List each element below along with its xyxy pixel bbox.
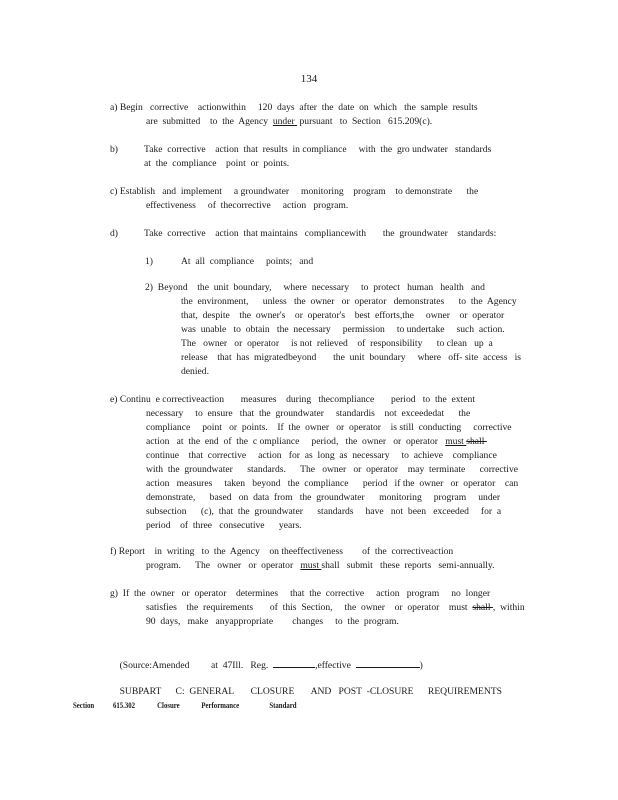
item-d-2-line-2: the environment, unless the owner or operator demonstrates to the Agency	[181, 296, 517, 307]
section-title-word-2: Performance	[201, 701, 240, 710]
item-d-2-line-7: denied.	[181, 366, 209, 377]
paragraph-b-label: b)	[110, 144, 118, 155]
paragraph-f-line-2-text: program. The owner or operator	[146, 560, 301, 571]
paragraph-a-text: are submitted to the Agency	[146, 116, 273, 127]
item-d-2-line-4: was unable to obtain the necessary permission to undertake such action.	[181, 324, 505, 335]
paragraph-a	[110, 101, 510, 129]
paragraph-e-line-4-text: action at the end of the c ompliance period, the owner or operator	[146, 436, 446, 447]
section-title-word-3: Standard	[269, 701, 297, 710]
paragraph-g-line-2	[110, 601, 525, 615]
paragraph-e-line-2: necessary to ensure that the groundwater standardis not exceededat the	[146, 408, 471, 419]
paragraph-a-text-end: pursuant to Section 615.209(c).	[297, 116, 433, 127]
paragraph-g-line-2-end: , within	[492, 602, 525, 613]
paragraph-a-line-1: a) Begin corrective actionwithin 120 days after the date on which the sample results	[110, 102, 478, 113]
page-number: 134	[300, 73, 318, 85]
paragraph-e-line-1: e) Continu e correctiveaction measures during thecompliance period to the extent	[110, 394, 475, 405]
paragraph-e-line-6: with the groundwater standards. The owner or operator may terminate corrective	[146, 464, 518, 475]
paragraph-f-line-1: f) Report in writing to the Agency on theeffectiveness of the correctiveaction	[110, 546, 454, 557]
inserted-text-under: under	[272, 116, 298, 127]
paragraph-g-line-2-text: satisfies the requirements of this Section, the owner or operator must	[146, 602, 473, 613]
paragraph-e-line-5: continue that corrective action for as long as necessary to achieve compliance	[146, 450, 497, 461]
section-heading	[73, 701, 297, 710]
reg-page-blank	[273, 657, 315, 668]
item-d-2-line-3: that, despite the owner's or operator's best efforts,the owner or operator	[181, 310, 505, 321]
paragraph-b	[110, 143, 491, 171]
paragraph-c-line-2: effectiveness of thecorrective action program.	[146, 200, 349, 211]
paragraph-g-line-1: g) If the owner or operator determines that the corrective action program no longer	[110, 588, 491, 599]
paragraph-e-line-7: action measures taken beyond the compliance period if the owner or operator can	[146, 478, 519, 489]
paragraph-f-line-2-end: shall submit these reports semi-annually.	[321, 560, 495, 571]
paragraph-c	[110, 185, 478, 213]
effective-date-blank	[356, 657, 420, 668]
subpart-heading-text: SUBPART C: GENERAL CLOSURE AND POST -CLOSURE REQUIREMENTS	[119, 686, 503, 697]
paragraph-b-line-1: Take corrective action that results in compliance with the gro undwater standards	[144, 144, 492, 155]
item-d-2-line-6: release that has migratedbeyond the unit boundary where off- site access is	[181, 352, 522, 363]
source-note-text: (Source:Amended at 47Ill. Reg.	[119, 660, 274, 671]
paragraph-e-line-9: subsection (c), that the groundwater standards have not been exceeded for a	[146, 506, 502, 517]
paragraph-b-line-2: at the compliance point or points.	[144, 158, 290, 169]
section-title-word-1: Closure	[157, 701, 180, 710]
section-label: Section	[73, 701, 95, 710]
paragraph-d	[110, 227, 496, 241]
source-effective-text: ,effective	[315, 660, 356, 671]
paragraph-a-line-2	[110, 115, 510, 129]
deleted-text-shall: shall	[472, 602, 493, 613]
paragraph-d-label: d)	[110, 228, 118, 239]
paragraph-c-line-1: c) Establish and implement a groundwater monitoring program to demonstrate the	[110, 186, 479, 197]
paragraph-e	[110, 393, 518, 533]
item-d-2	[145, 281, 521, 379]
inserted-text-must: must	[445, 436, 467, 447]
paragraph-g	[110, 587, 525, 629]
paragraph-e-line-8: demonstrate, based on data from the groundwater monitoring program under	[146, 492, 501, 503]
paragraph-d-line-1: Take corrective action that maintains compliancewith the groundwater standards:	[144, 228, 497, 239]
paragraph-e-line-10: period of three consecutive years.	[146, 520, 302, 531]
paragraph-g-line-3: 90 days, make anyappropriate changes to the program.	[146, 616, 399, 627]
paragraph-e-line-3: compliance point or points. If the owner or operator is still conducting corrective	[146, 422, 512, 433]
deleted-text-shall: shall	[466, 436, 487, 447]
item-d-1	[145, 255, 313, 269]
paragraph-f-line-2	[110, 559, 495, 573]
item-d-2-line-1: 2) Beyond the unit boundary, where necessary to protect human health and	[145, 282, 485, 293]
item-d-2-line-5: The owner or operator is not relieved of responsibility to clean up a	[181, 338, 493, 349]
paragraph-f	[110, 545, 495, 573]
item-d-1-label: 1)	[145, 256, 153, 267]
section-number: 615.302	[112, 701, 136, 710]
item-d-1-text: At all compliance points; and	[181, 256, 314, 267]
inserted-text-must: must	[300, 560, 322, 571]
paragraph-e-line-4	[110, 435, 518, 449]
source-close-paren: )	[419, 660, 423, 671]
